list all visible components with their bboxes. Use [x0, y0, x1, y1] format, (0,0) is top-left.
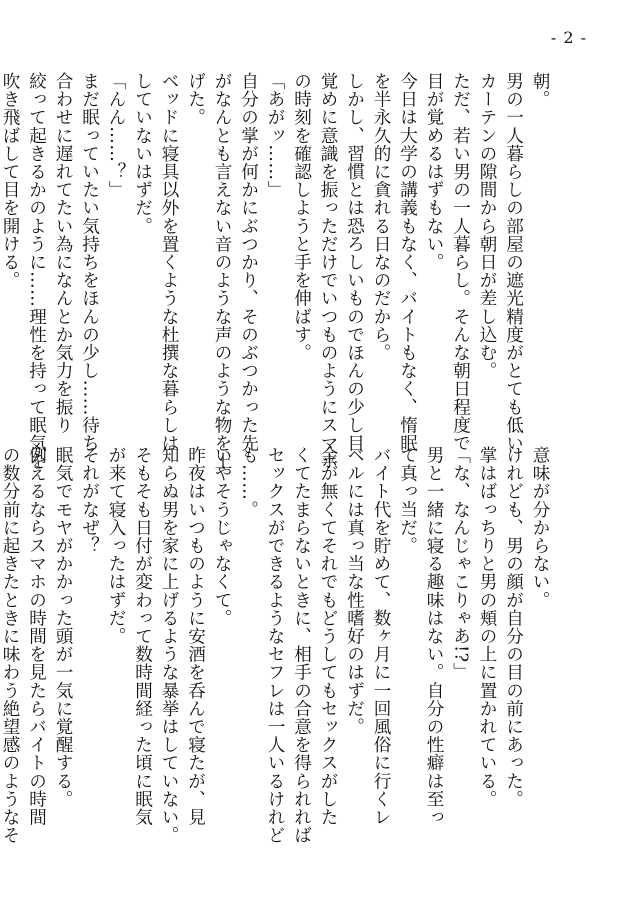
text-line: していないはずだ。 [132, 72, 153, 235]
text-line: て真っ当だ。 [397, 446, 418, 555]
text-line: を半永久的に貪れる日なのだから。 [371, 72, 391, 362]
text-line: そもそも日付が変わって数時間経った頃に眠気 [132, 446, 153, 827]
text-line: まだ眠っていたい気持ちをほんの少し……待ち [79, 72, 100, 453]
text-line: 男と一緒に寝る趣味はない。自分の性癖は至っ [424, 446, 444, 827]
text-line: カーテンの隙間から朝日が差し込む。 [477, 72, 497, 380]
text-line: 合わせに遅れてたい為になんとか気力を振り [53, 72, 73, 434]
page-number: - 2 - [550, 28, 587, 47]
text-line: それがなぜ？ [79, 446, 100, 555]
text-line: 覚めに意識を振っただけでいつものようにスマホ [318, 72, 338, 471]
text-line: 朝。 [530, 72, 550, 109]
text-line: 男の一人暮らしの部屋の遮光精度がとても低い [503, 72, 524, 453]
text-line: が来て寝入ったはずだ。 [106, 446, 126, 646]
text-line: 「あがッ……」 [265, 72, 285, 199]
text-line: 吹き飛ばして目を開ける。 [0, 72, 20, 290]
text-line: バイト代を貯めて、数ヶ月に一回風俗に行くレ [371, 446, 391, 827]
text-line: がなんとも言えない音のような声のような物を上 [212, 72, 232, 471]
text-line: ベッドに寝具以外を置くような杜撰な暮らしは [159, 72, 179, 453]
text-line: 目が覚めるはずもない。 [424, 72, 444, 272]
text-line: 金が無くてそれでもどうしてもセックスがした [318, 446, 338, 827]
text-line: 例えるならスマホの時間を見たらバイトの時間 [26, 446, 47, 827]
text-line: 意味が分からない。 [530, 446, 550, 609]
text-line: 「んん……？」 [106, 72, 126, 199]
text-line: 知らぬ男を家に上げるような暴挙はしていない。 [159, 446, 179, 845]
text-line: ただ、若い男の一人暮らし。そんな朝日程度で [450, 72, 471, 453]
text-line: ベルには真っ当な性嗜好のはずだ。 [344, 446, 365, 736]
bottom-text-block [0, 446, 553, 846]
text-line: の時刻を確認しようと手を伸ばす。 [291, 72, 312, 362]
text-line: 昨夜はいつものように安酒を呑んで寝たが、見 [185, 446, 206, 827]
text-line: くてたまらないときに、相手の合意を得られれば [291, 446, 312, 845]
text-line: の数分前に起きたときに味わう絶望感のようなそ [0, 446, 20, 845]
text-line: セックスができるようなセフレは一人いるけれど [265, 446, 285, 845]
text-line: 今日は大学の講義もなく、バイトもなく、惰眠 [397, 72, 418, 453]
text-line: 「な、なんじゃこりゃあ!?」 [450, 446, 471, 681]
text-line: 掌はばっちりと男の頬の上に置かれている。 [477, 446, 497, 808]
top-text-block [0, 72, 553, 472]
text-line: げた。 [185, 72, 206, 127]
text-line: 絞って起きるかのように……理性を持って眠気を [26, 72, 47, 471]
text-line: 眠気でモヤがかかった頭が一気に覚醒する。 [53, 446, 73, 808]
text-line: も……。 [238, 446, 259, 519]
text-line: いやそうじゃなくて。 [212, 446, 232, 627]
text-line: けれども、男の顔が自分の目の前にあった。 [503, 446, 524, 808]
text-line: しかし、習慣とは恐ろしいものでほんの少し目 [344, 72, 365, 453]
text-line: 自分の掌が何かにぶつかり、そのぶつかった先 [238, 72, 259, 453]
